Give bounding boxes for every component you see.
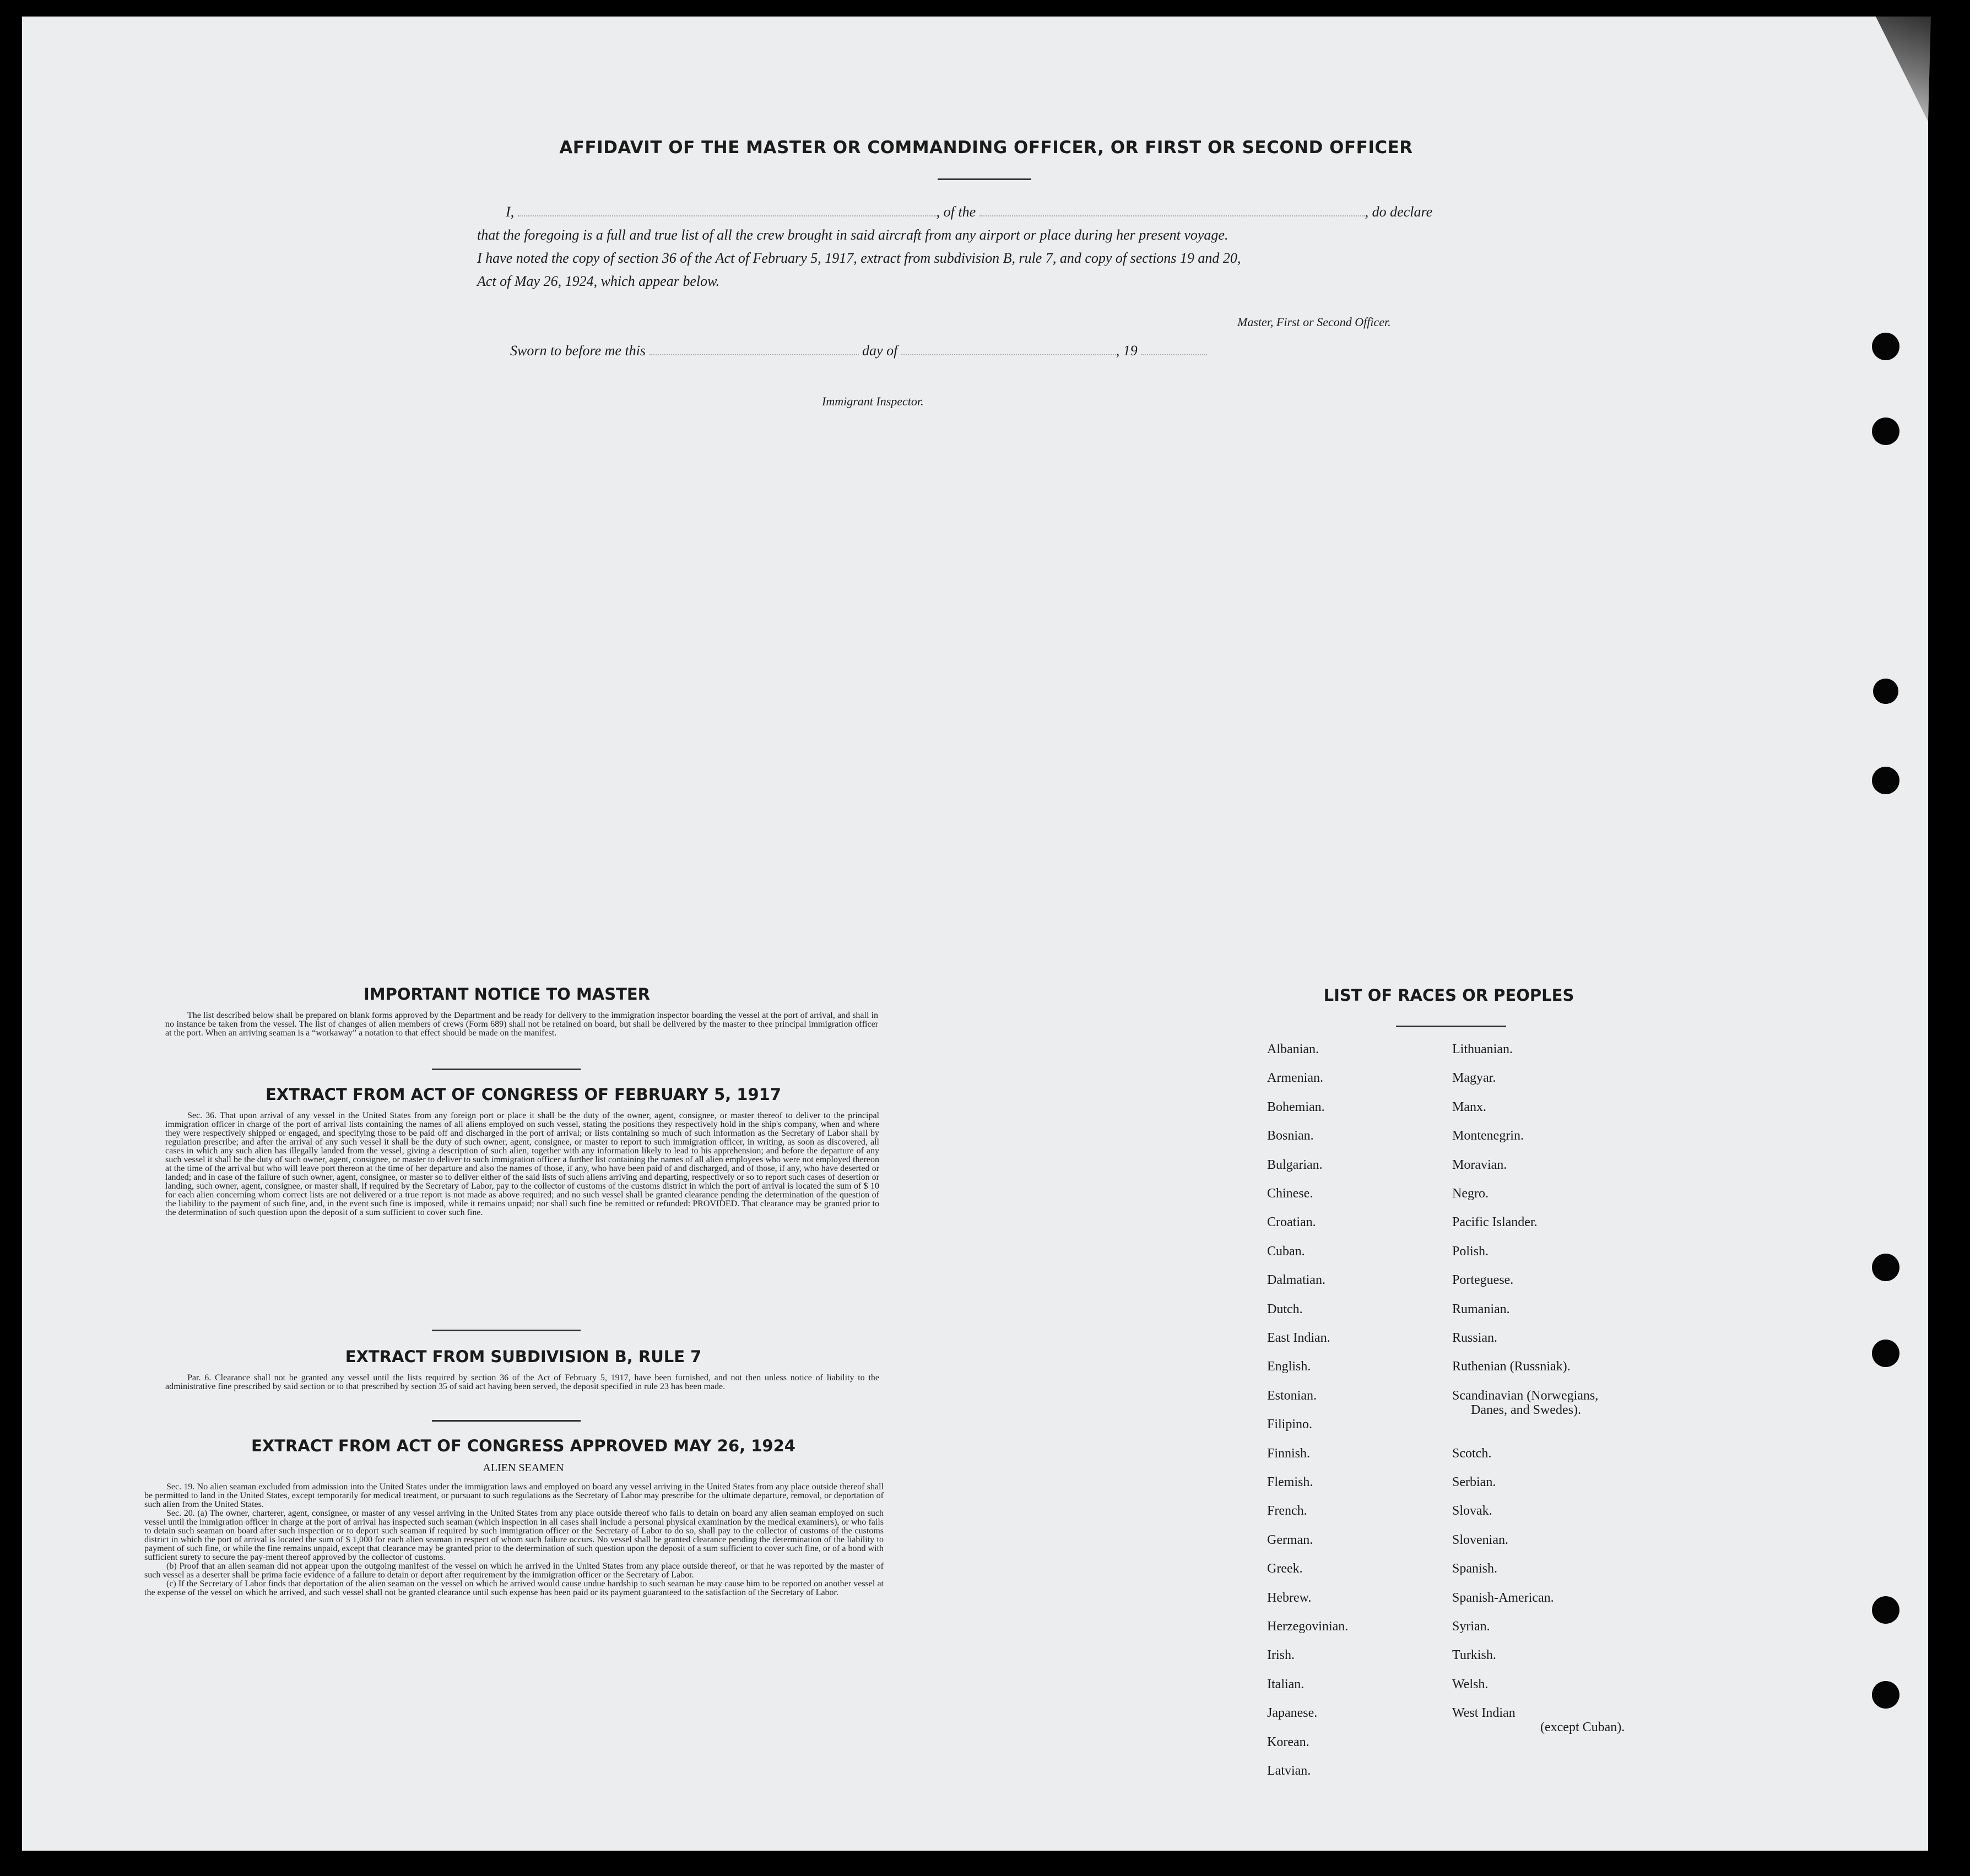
race-item: Spanish-American. xyxy=(1452,1590,1554,1605)
race-item: Spanish. xyxy=(1452,1561,1498,1576)
race-item: Manx. xyxy=(1452,1099,1486,1114)
punch-hole xyxy=(1872,1596,1899,1624)
race-item: Latvian. xyxy=(1267,1764,1311,1778)
race-item: German. xyxy=(1267,1532,1313,1547)
of-the-label: , of the xyxy=(936,204,976,220)
race-item: English. xyxy=(1267,1359,1311,1374)
sec-20a-paragraph: Sec. 20. (a) The owner, charterer, agent, consignee, or master of any vessel arriving in the United States from any place outside thereof who fails to detain on board any alien seaman employed on such vessel until the immigration officer in charge at the port of arrival has inspected such seaman (which inspection in all cases shall include a personal physical examination by the medical examiners), or who fails to detain such seaman on board after such inspection or to deport such seaman if required by such immigration officer or the Secretary of Labor to do so, shall pay to the collector of customs of the customs district in which the port of arrival is located the sum of $ 1,000 for each alien seaman in respect of whom such failure occurs. No vessel shall be granted clearance pending the determination of the liability to payment of such fine, or while the fine remains unpaid, except that clearance may be granted prior to the determination of such question upon the deposit of a sum sufficient to cover such fine, or of a bond with sufficient surety to secure the pay-ment thereof approved by the collector of customs. xyxy=(144,1509,884,1562)
punch-hole xyxy=(1872,333,1899,360)
punch-hole xyxy=(1873,679,1898,704)
race-item: Dalmatian. xyxy=(1267,1273,1325,1288)
race-item: Scandinavian (Norwegians, xyxy=(1452,1388,1599,1403)
race-item: East Indian. xyxy=(1267,1331,1330,1345)
notice-paragraph: The list described below shall be prepared on blank forms approved by the Department and be ready for delivery to the immigration inspector boarding the vessel at the port of arrival, and shall in no instance be taken from the vessel. The list of changes of alien members of crews (Form 689) shall not be retained on board, but shall be delivered by the master to thee principal immigration officer at the port. When an arriving seaman is a “workaway” a notation to that effect should be made on the manifest. xyxy=(165,1011,878,1038)
declarant-name-field[interactable] xyxy=(518,215,937,216)
sworn-day-field[interactable] xyxy=(650,354,859,355)
race-item: Bosnian. xyxy=(1267,1129,1314,1143)
year-label: , 19 xyxy=(1116,343,1138,359)
section-rule xyxy=(432,1330,581,1331)
sworn-line xyxy=(510,343,1207,359)
act-1924-body xyxy=(144,1483,884,1597)
inspector-signature-label: Immigrant Inspector. xyxy=(822,394,924,408)
race-item: Chinese. xyxy=(1267,1186,1313,1201)
notice-title: IMPORTANT NOTICE TO MASTER xyxy=(363,985,651,1004)
race-item: Danes, and Swedes). xyxy=(1471,1403,1581,1417)
race-item: Croatian. xyxy=(1267,1215,1316,1230)
sec-19-paragraph: Sec. 19. No alien seaman excluded from admission into the United States under the immigration laws and employed on board any vessel arriving in the United States from any place outside thereof shall be permitted to land in the United States, except temporarily for medical treatment, or pursuant to such regulations as the Secretary of Labor may prescribe for the ultimate departure, removal, or deportation of such alien from the United States. xyxy=(144,1482,884,1509)
race-item: Herzegovinian. xyxy=(1267,1619,1349,1634)
race-item: Negro. xyxy=(1452,1186,1489,1201)
race-item: Welsh. xyxy=(1452,1677,1489,1691)
race-item: Rumanian. xyxy=(1452,1302,1510,1316)
day-of-label: day of xyxy=(862,343,898,359)
race-item: Russian. xyxy=(1452,1331,1498,1345)
punch-hole xyxy=(1872,418,1899,445)
rule7-body xyxy=(165,1374,879,1391)
races-title: LIST OF RACES OR PEOPLES xyxy=(1323,986,1574,1005)
races-title-rule xyxy=(1396,1026,1506,1027)
sec-20b-paragraph: (b) Proof that an alien seaman did not appear upon the outgoing manifest of the vessel on which he arrived in the United States from any place outside thereof, or that he was reported by the master of such vessel as a deserter shall be prima facie evidence of a failure to detain or deport after requirement by the immigration officer or the Secretary of Labor. xyxy=(144,1561,884,1580)
race-item: Finnish. xyxy=(1267,1446,1311,1461)
race-item: Albanian. xyxy=(1267,1042,1319,1056)
race-item: Greek. xyxy=(1267,1561,1303,1576)
race-item: Dutch. xyxy=(1267,1302,1303,1316)
race-item: Moravian. xyxy=(1452,1157,1507,1172)
race-item: Slovak. xyxy=(1452,1504,1492,1519)
vessel-name-field[interactable] xyxy=(979,215,1365,216)
race-item: Montenegrin. xyxy=(1452,1129,1524,1143)
race-item: West Indian xyxy=(1452,1706,1516,1721)
master-signature-label: Master, First or Second Officer. xyxy=(1237,315,1391,329)
race-item: Serbian. xyxy=(1452,1475,1496,1489)
notice-body xyxy=(165,1011,878,1038)
section-rule xyxy=(432,1069,581,1070)
punch-hole xyxy=(1872,1681,1899,1709)
affidavit-line-4: Act of May 26, 1924, which appear below. xyxy=(477,273,720,289)
act-1917-paragraph: Sec. 36. That upon arrival of any vessel in the United States from any foreign port or place it shall be the duty of the owner, agent, consignee, or master thereof to deliver to the principal immigration officer in charge of the port of arrival lists containing the names of all aliens employed on such vessel, stating the positions they respectively hold in the ship's company, when and where they were respectively shipped or engaged, and specifying those to be paid off and discharged in the port of arrival; or lists containing so much of such information as the Secretary of Labor shall by regulation prescribe; and after the arrival of any such vessel it shall be the duty of such owner, agent, consignee, or master to report to such immigration officer, in writing, as soon as discovered, all cases in which any such alien has illegally landed from the vessel, giving a description of such alien, together with any information likely to lead to his apprehension; and before the departure of any such vessel it shall be the duty of such owner, agent, consignee, or master to deliver to such immigration officer a further list containing the names of all alien employees who were not employed thereon at the time of the arrival but who will leave port thereon at the time of her departure and also the names of those, if any, who have been paid of and discharged, and of those, if any, who have deserted or landed; and in case of the failure of such owner, agent, consignee, or master so to deliver either of the said lists of such aliens arriving and departing, respectively or so to report such cases of desertion or landing, such owner, agent, consignee, or master shall, if required by the Secretary of Labor, pay to the collector of customs of the customs district in which the port of arrival is located the sum of $ 10 for each alien concerning whom correct lists are not delivered or a true report is not made as above required; and no such vessel shall be granted clearance pending the determination of the question of the liability to the payment of such fine, and, in the event such fine is imposed, while it remains unpaid; nor shall such fine be remitted or refunded: PROVIDED. That clearance may be granted prior to the determination of such question upon the deposit of a sum sufficient to cover such fine. xyxy=(165,1111,879,1217)
race-item: Slovenian. xyxy=(1452,1532,1508,1547)
title-rule xyxy=(938,178,1031,180)
race-item: Italian. xyxy=(1267,1677,1305,1691)
alien-seamen-subtitle: ALIEN SEAMEN xyxy=(483,1462,564,1474)
race-item: French. xyxy=(1267,1504,1307,1519)
sworn-year-field[interactable] xyxy=(1141,354,1207,355)
race-item: Lithuanian. xyxy=(1452,1042,1513,1056)
declarant-label: I, xyxy=(506,204,515,220)
race-item: Korean. xyxy=(1267,1734,1309,1749)
race-item: Porteguese. xyxy=(1452,1273,1514,1288)
race-item: Pacific Islander. xyxy=(1452,1215,1538,1230)
affidavit-line-3: I have noted the copy of section 36 of the Act of February 5, 1917, extract from subdivision B, rule 7, and copy of sections 19 and 20, xyxy=(477,250,1241,266)
act-1924-title: EXTRACT FROM ACT OF CONGRESS APPROVED MAY 26, 1924 xyxy=(251,1436,795,1455)
race-item: Flemish. xyxy=(1267,1475,1313,1489)
affidavit-line-1 xyxy=(506,204,1432,220)
punch-hole xyxy=(1872,1254,1899,1281)
race-item: Bohemian. xyxy=(1267,1099,1325,1114)
sworn-label: Sworn to before me this xyxy=(510,343,646,359)
sec-20c-paragraph: (c) If the Secretary of Labor finds that deportation of the alien seaman on the vessel on which he arrived would cause undue hardship to such seaman he may cause him to be reported on another vessel at the expense of the vessel on which he arrived, and such vessel shall not be granted clearance until such expense has been paid or its payment guaranteed to the satisfaction of the Secretary of Labor. xyxy=(144,1579,884,1597)
race-item: Magyar. xyxy=(1452,1071,1496,1086)
race-item: Scotch. xyxy=(1452,1446,1492,1461)
race-item: (except Cuban). xyxy=(1540,1720,1625,1735)
affidavit-title: AFFIDAVIT OF THE MASTER OR COMMANDING OFFICER, OR FIRST OR SECOND OFFICER xyxy=(559,138,1413,158)
race-item: Hebrew. xyxy=(1267,1590,1312,1605)
race-item: Cuban. xyxy=(1267,1244,1305,1259)
section-rule xyxy=(432,1420,581,1422)
race-item: Armenian. xyxy=(1267,1071,1323,1086)
rule7-title: EXTRACT FROM SUBDIVISION B, RULE 7 xyxy=(345,1347,702,1366)
race-item: Polish. xyxy=(1452,1244,1489,1259)
rule7-paragraph: Par. 6. Clearance shall not be granted any vessel until the lists required by section 36 of the Act of February 5, 1917, have been furnished, and not then unless notice of liability to the administrative fine prescribed by said section or to that prescribed by section 35 of said act having been served, the deposit specified in rule 23 has been made. xyxy=(165,1373,879,1391)
punch-hole xyxy=(1872,767,1899,794)
act-1917-title: EXTRACT FROM ACT OF CONGRESS OF FEBRUARY 5, 1917 xyxy=(265,1085,782,1104)
act-1917-body xyxy=(165,1111,879,1217)
race-item: Estonian. xyxy=(1267,1388,1317,1403)
race-item: Irish. xyxy=(1267,1648,1295,1663)
race-item: Syrian. xyxy=(1452,1619,1490,1634)
declare-label: , do declare xyxy=(1365,204,1433,220)
sworn-month-field[interactable] xyxy=(901,354,1116,355)
race-item: Bulgarian. xyxy=(1267,1157,1323,1172)
race-item: Japanese. xyxy=(1267,1706,1318,1721)
race-item: Filipino. xyxy=(1267,1417,1313,1432)
race-item: Turkish. xyxy=(1452,1648,1496,1663)
punch-hole xyxy=(1872,1340,1899,1367)
affidavit-line-2: that the foregoing is a full and true list of all the crew brought in said aircraft from any airport or place during her present voyage. xyxy=(477,227,1228,243)
race-item: Ruthenian (Russniak). xyxy=(1452,1359,1571,1374)
